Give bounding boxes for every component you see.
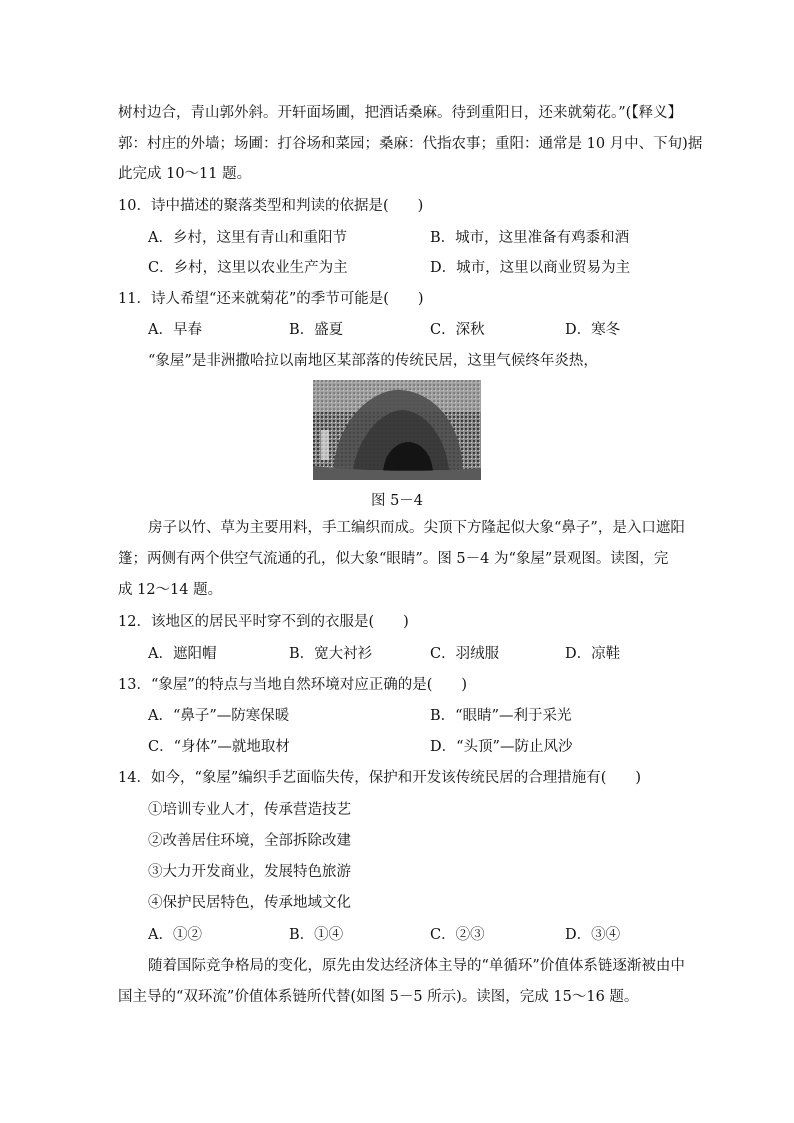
q11-option-a: A．早春 (148, 322, 202, 338)
q14-statement-3: ③大力开发商业，发展特色旅游 (148, 864, 351, 880)
q12-option-d: D．凉鞋 (565, 646, 621, 662)
passage2-line-3: 篷；两侧有两个供空气流通的孔，似大象“眼睛”。图 5－4 为“象屋”景观图。读图，完 (118, 551, 669, 567)
figure-caption: 图 5－4 (370, 493, 424, 509)
q10-stem: 10．诗中描述的聚落类型和判读的依据是( ) (118, 198, 424, 214)
intro-line-3: 此完成 10～11 题。 (118, 166, 252, 182)
q14-stem: 14．如今，“象屋”编织手艺面临失传，保护和开发该传统民居的合理措施有( ) (118, 770, 642, 786)
q11-option-d: D．寒冬 (565, 322, 621, 338)
q11-option-b: B．盛夏 (289, 322, 344, 338)
q14-option-c: C．②③ (430, 927, 485, 943)
q11-option-c: C．深秋 (430, 322, 485, 338)
q10-option-c: C．乡村，这里以农业生产为主 (148, 260, 348, 276)
q13-option-c: C．“身体”—就地取材 (148, 739, 290, 755)
q14-statement-1: ①培训专业人才，传承营造技艺 (148, 802, 351, 818)
passage2-line-1: “象屋”是非洲撒哈拉以南地区某部落的传统民居，这里气候终年炎热， (148, 353, 598, 369)
q14-statement-4: ④保护民居特色，传承地域文化 (148, 895, 351, 911)
q12-option-b: B．宽大衬衫 (289, 646, 373, 662)
q12-stem: 12．该地区的居民平时穿不到的衣服是( ) (118, 614, 409, 630)
passage3-line-1: 随着国际竞争格局的变化，原先由发达经济体主导的“单循环”价值体系链逐渐被由中 (148, 958, 685, 974)
q13-option-b: B．“眼睛”—利于采光 (430, 708, 572, 724)
passage2-line-4: 成 12～14 题。 (118, 582, 223, 598)
q10-option-a: A．乡村，这里有青山和重阳节 (148, 230, 347, 246)
q10-option-d: D．城市，这里以商业贸易为主 (430, 260, 631, 276)
q14-option-b: B．①④ (289, 927, 344, 943)
elephant-house-photo (313, 380, 481, 480)
q12-option-c: C．羽绒服 (430, 646, 500, 662)
q11-stem: 11．诗人希望“还来就菊花”的季节可能是( ) (118, 291, 424, 307)
intro-line-1: 树村边合，青山郭外斜。开轩面场圃，把酒话桑麻。待到重阳日，还来就菊花。”(【释义】 (118, 105, 683, 121)
q12-option-a: A．遮阳帽 (148, 646, 217, 662)
passage2-line-2: 房子以竹、草为主要用料，手工编织而成。尖顶下方隆起似大象“鼻子”，是入口遮阳 (148, 520, 685, 536)
q14-option-a: A．①② (148, 927, 202, 943)
q14-statement-2: ②改善居住环境，全部拆除改建 (148, 833, 351, 849)
q13-option-a: A．“鼻子”—防寒保暖 (148, 708, 290, 724)
intro-line-2: 郭：村庄的外墙；场圃：打谷场和菜园；桑麻：代指农事；重阳：通常是 10 月中、下旬)据 (118, 136, 703, 152)
q13-option-d: D．“头顶”—防止风沙 (430, 739, 573, 755)
passage3-line-2: 国主导的“双环流”价值体系链所代替(如图 5－5 所示)。读图，完成 15～16 题。 (118, 989, 639, 1005)
q13-stem: 13．“象屋”的特点与当地自然环境对应正确的是( ) (118, 677, 468, 693)
q10-option-b: B．城市，这里准备有鸡黍和酒 (430, 230, 630, 246)
q14-option-d: D．③④ (565, 927, 621, 943)
